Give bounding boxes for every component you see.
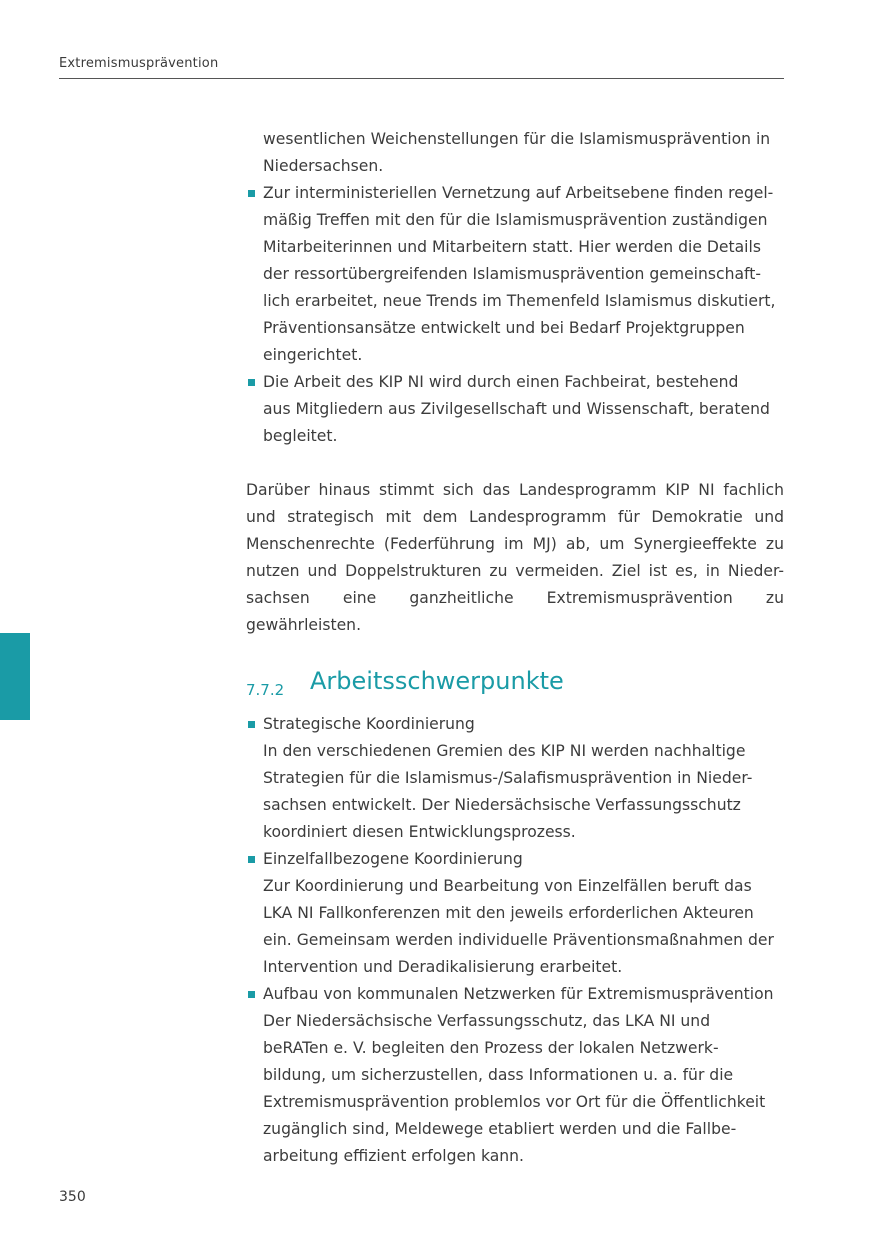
bullet-square-icon — [248, 190, 255, 197]
intro-list — [246, 126, 784, 450]
text-line: beRATen e. V. begleiten den Prozess der lokalen Netzwerk- — [263, 1039, 719, 1057]
text-line: arbeitung effizient erfolgen kann. — [263, 1147, 524, 1165]
text-line: Strategien für die Islamismus-/Salafismusprävention in Nieder- — [263, 769, 753, 787]
list-item-title: Aufbau von kommunalen Netzwerken für Extremismusprävention — [263, 985, 774, 1003]
text-line: Der Niedersächsische Verfassungsschutz, das LKA NI und — [263, 1012, 711, 1030]
text-line: Die Arbeit des KIP NI wird durch einen Fachbeirat, bestehend — [263, 373, 739, 391]
section-number: 7.7.2 — [246, 681, 285, 699]
text-line: nutzen und Doppelstrukturen zu vermeiden. Ziel ist es, in Nieder- — [246, 562, 784, 580]
bullet-square-icon — [248, 856, 255, 863]
text-line: mäßig Treffen mit den für die Islamismusprävention zuständigen — [263, 211, 768, 229]
section-title: Arbeitsschwerpunkte — [310, 667, 564, 695]
text-line: Menschenrechte (Federführung im MJ) ab, um Synergieeffekte zu — [246, 535, 784, 553]
page-number: 350 — [59, 1189, 86, 1205]
list-item — [246, 981, 784, 1170]
text-line: und strategisch mit dem Landesprogramm für Demokratie und — [246, 508, 784, 526]
bullet-square-icon — [248, 379, 255, 386]
list-item — [246, 126, 784, 180]
bullet-square-icon — [248, 991, 255, 998]
section-heading — [246, 663, 784, 711]
text-line: Darüber hinaus stimmt sich das Landesprogramm KIP NI fachlich — [246, 481, 784, 499]
text-line: Intervention und Deradikalisierung erarbeitet. — [263, 958, 623, 976]
text-line: sachsen eine ganzheitliche Extremismusprävention zu gewährleisten. — [246, 589, 784, 634]
text-line: eingerichtet. — [263, 346, 363, 364]
text-line: koordiniert diesen Entwicklungsprozess. — [263, 823, 576, 841]
text-line: begleitet. — [263, 427, 338, 445]
section-list — [246, 711, 784, 1170]
list-item — [246, 711, 784, 846]
text-line: Präventionsansätze entwickelt und bei Bedarf Projektgruppen — [263, 319, 745, 337]
list-item-title: Strategische Koordinierung — [263, 715, 475, 733]
text-line: Extremismusprävention problemlos vor Ort für die Öffentlichkeit — [263, 1093, 766, 1111]
text-line: wesentlichen Weichenstellungen für die Islamismusprävention in — [263, 130, 771, 148]
list-item-title: Einzelfallbezogene Koordinierung — [263, 850, 523, 868]
text-line: sachsen entwickelt. Der Niedersächsische Verfassungsschutz — [263, 796, 741, 814]
text-line: lich erarbeitet, neue Trends im Themenfeld Islamismus diskutiert, — [263, 292, 776, 310]
text-line: Zur interministeriellen Vernetzung auf Arbeitsebene finden regel- — [263, 184, 774, 202]
main-content — [246, 126, 784, 1170]
list-item — [246, 369, 784, 450]
text-line: aus Mitgliedern aus Zivilgesellschaft und Wissenschaft, beratend — [263, 400, 770, 418]
text-line: Zur Koordinierung und Bearbeitung von Einzelfällen beruft das — [263, 877, 752, 895]
text-line: zugänglich sind, Meldewege etabliert werden und die Fallbe- — [263, 1120, 737, 1138]
body-paragraph — [246, 477, 784, 639]
list-item — [246, 846, 784, 981]
text-line: Mitarbeiterinnen und Mitarbeitern statt. Hier werden die Details — [263, 238, 761, 256]
text-line: Niedersachsen. — [263, 157, 384, 175]
text-line: bildung, um sicherzustellen, dass Informationen u. a. für die — [263, 1066, 734, 1084]
text-line: In den verschiedenen Gremien des KIP NI werden nachhaltige — [263, 742, 746, 760]
text-line: LKA NI Fallkonferenzen mit den jeweils erforderlichen Akteuren — [263, 904, 754, 922]
list-item — [246, 180, 784, 369]
text-line: ein. Gemeinsam werden individuelle Präventionsmaßnahmen der — [263, 931, 774, 949]
bullet-square-icon — [248, 721, 255, 728]
text-line: der ressortübergreifenden Islamismusprävention gemeinschaft- — [263, 265, 761, 283]
chapter-side-tab — [0, 633, 30, 720]
running-header: Extremismusprävention — [59, 56, 219, 71]
header-rule — [59, 78, 784, 79]
